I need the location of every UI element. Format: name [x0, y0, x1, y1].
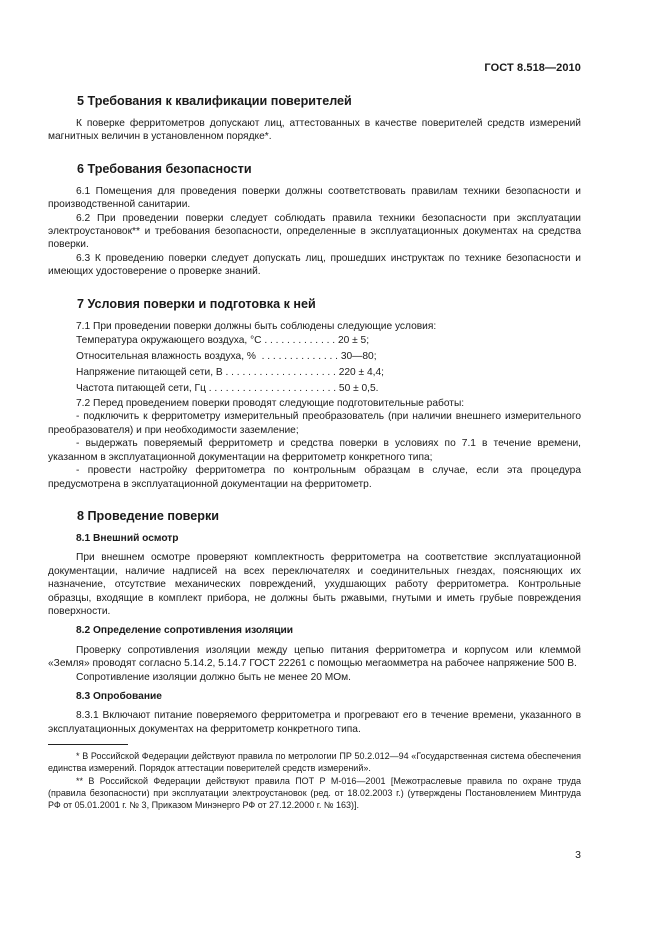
- standard-header: ГОСТ 8.518—2010: [484, 62, 581, 74]
- section-7-1: 7.1 При проведении поверки должны быть соблюдены следующие условия:: [76, 320, 437, 332]
- footnote-divider: [48, 744, 128, 745]
- section-6-3: 6.3 К проведению поверки следует допускать лиц, прошедших инструктаж по технике безопасности и имеющих удостоверение о проверке знаний.: [48, 252, 581, 278]
- condition-humidity: Относительная влажность воздуха, % . . . . . . . . . . . . . . 30—80;: [76, 351, 377, 363]
- condition-temperature: Температура окружающего воздуха, °С . . . . . . . . . . . . . 20 ± 5;: [76, 335, 370, 347]
- footnote-1: * В Российской Федерации действуют правила по метрологии ПР 50.2.012—94 «Государственная система обеспечения единства измерений. Порядок аттестации поверителей средств измерений».: [48, 751, 581, 774]
- subsection-8-1-title: 8.1 Внешний осмотр: [76, 532, 179, 544]
- footnotes: [48, 750, 581, 811]
- subsection-8-2-title: 8.2 Определение сопротивления изоляции: [76, 625, 294, 637]
- prep-step-3: - провести настройку ферритометра по контрольным образцам в случае, если эта процедура предусмотрена в эксплуатационной документации на ферритометр.: [48, 465, 581, 490]
- section-8-2-paragraph: Проверку сопротивления изоляции между цепью питания ферритометра и корпусом или клеммой «Земля» проводят согласно 5.14.2, 5.14.7 ГОСТ 22261 с помощью мегаомметра на рабочее напряжение 500 В.: [48, 644, 581, 670]
- page-number: 3: [575, 849, 581, 861]
- condition-frequency: Частота питающей сети, Гц . . . . . . . . . . . . . . . . . . . . . . . 50 ± 0,5.: [76, 383, 379, 395]
- prep-step-2: - выдержать поверяемый ферритометр и средства поверки в условиях по 7.1 в течение времени, указанном в эксплуатационной документации на ферритометр конкретного типа;: [48, 438, 581, 463]
- section-6-1: 6.1 Помещения для проведения поверки должны соответствовать правилам техники безопасности и производственной санитарии.: [48, 185, 581, 211]
- section-5-paragraph: К поверке ферритометров допускают лиц, аттестованных в качестве поверителей средств измерений магнитных величин в установленном порядке*.: [48, 118, 581, 143]
- section-7-2: 7.2 Перед проведением поверки проводят следующие подготовительные работы:: [76, 398, 465, 410]
- section-6-2: 6.2 При проведении поверки следует соблюдать правила техники безопасности при эксплуатации электроустановок** и требования безопасности, определенные в эксплуатационных документах на средства поверки.: [48, 212, 581, 251]
- prep-step-1: - подключить к ферритометру измерительный преобразователь (при наличии внешнего измерительного преобразователя) и при необходимости заземление;: [48, 411, 581, 436]
- section-8-title: 8 Проведение поверки: [77, 508, 219, 523]
- section-6-title: 6 Требования безопасности: [77, 161, 252, 176]
- footnote-2: ** В Российской Федерации действуют правила ПОТ Р М-016—2001 [Межотраслевые правила по охране труда (правила безопасности) при эксплуатации электроустановок (ред. от 18.02.2003 г.) (утверждены Постановлением Минтруда РФ от 05.01.2001 г. № 3, Приказом Минэнерго РФ от 27.12.2000 г. № 163)].: [48, 775, 581, 810]
- condition-voltage: Напряжение питающей сети, В . . . . . . . . . . . . . . . . . . . . 220 ± 4,4;: [76, 367, 384, 379]
- section-8-3-1-paragraph: 8.3.1 Включают питание поверяемого ферритометра и прогревают его в течение времени, указанного в эксплуатационных документах на ферритометр конкретного типа.: [48, 710, 581, 735]
- section-8-1-paragraph: При внешнем осмотре проверяют комплектность ферритометра на соответствие эксплуатационной документации, наличие надписей на всех переключателях и соединительных гнездах, поясняющих их назначение, отсутствие механических повреждений, ухудшающих работу ферритометра. Контрольные образцы, входящие в комплект прибора, не должны быть ржавыми, гнутыми и иметь грубые повреждения поверхности.: [48, 552, 581, 617]
- section-8-2-requirement: Сопротивление изоляции должно быть не менее 20 МОм.: [76, 671, 352, 683]
- page-content: [48, 94, 581, 811]
- section-5-title: 5 Требования к квалификации поверителей: [77, 94, 352, 108]
- subsection-8-3-title: 8.3 Опробование: [76, 690, 162, 702]
- section-7-title: 7 Условия поверки и подготовка к ней: [77, 296, 316, 311]
